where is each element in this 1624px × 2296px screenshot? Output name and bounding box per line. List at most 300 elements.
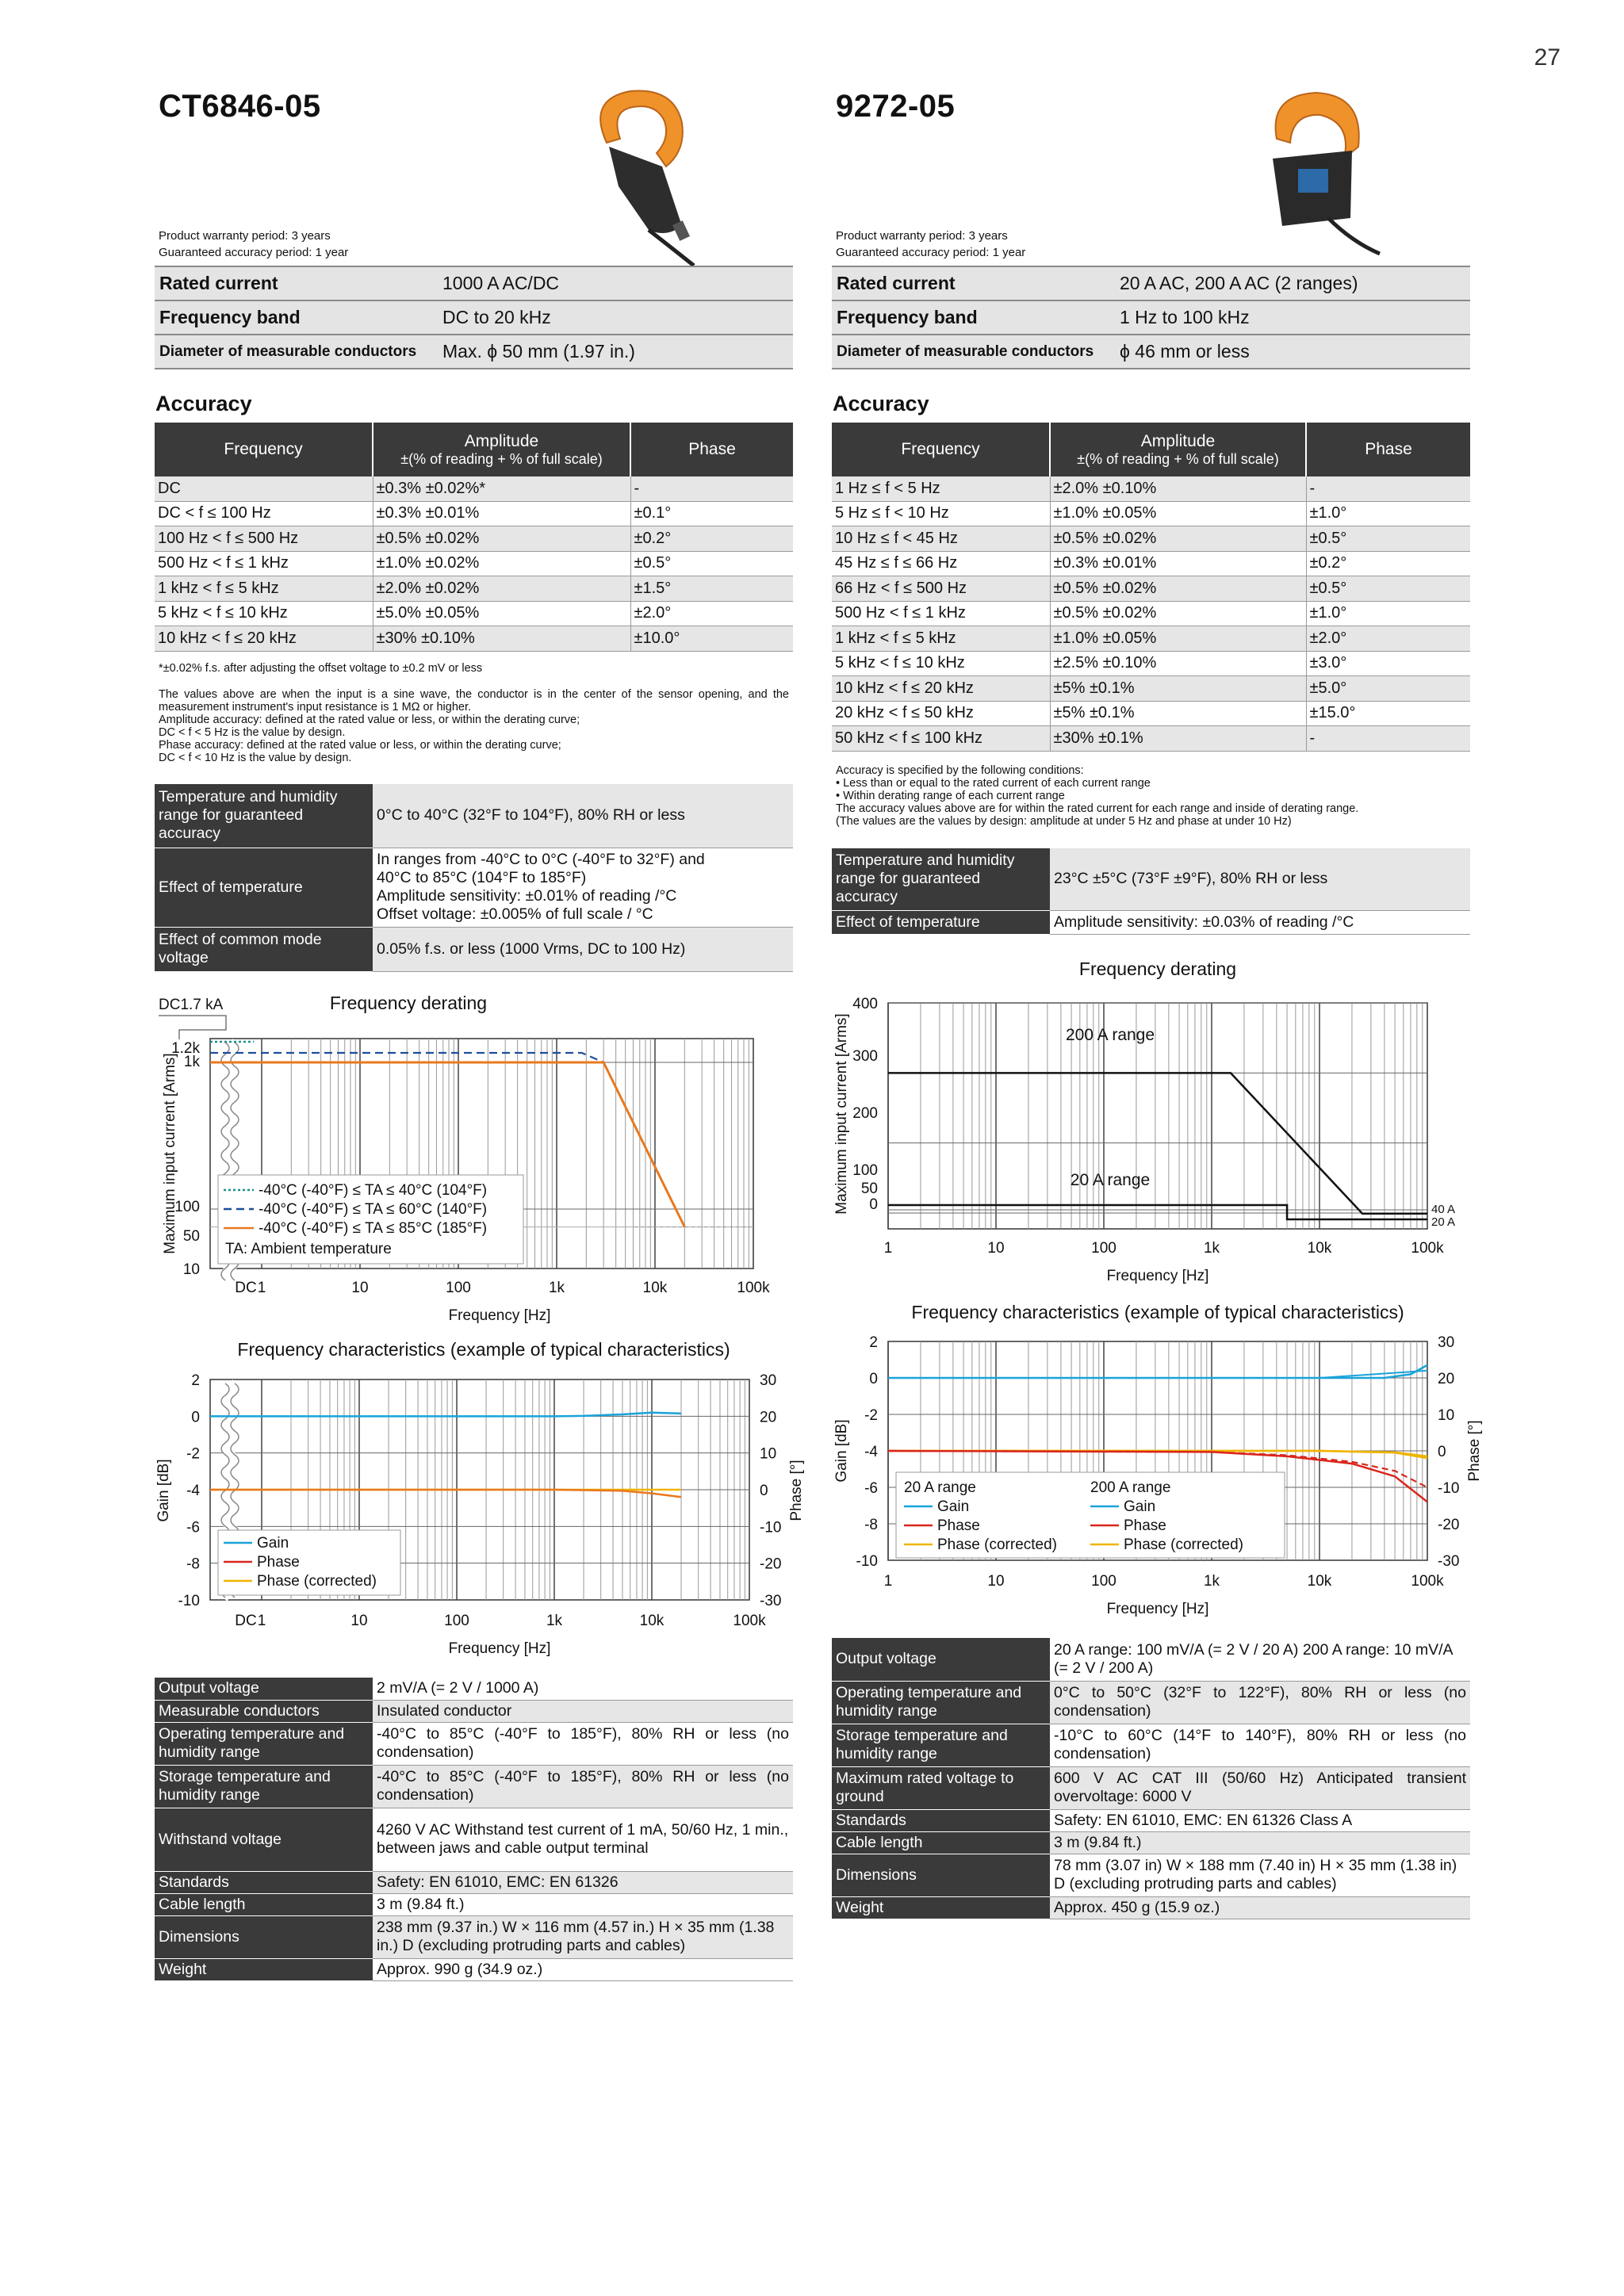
table-row [832,626,1470,652]
y-tick-label: -6 [864,1480,878,1497]
table-row [155,501,793,526]
table-row [155,266,793,300]
condition-value: 0.05% f.s. or less (1000 Vrms, DC to 100 Hz) [373,927,793,971]
x-tick-label: 10k [642,1280,668,1296]
table-row [155,927,793,971]
annotation-label: 40 A [1431,1203,1456,1216]
frequency-characteristics-chart-left [151,1332,817,1665]
table-cell: ±30% ±0.10% [373,626,630,652]
accuracy-footnote-left: *±0.02% f.s. after adjusting the offset voltage to ±0.2 mV or less [159,662,483,675]
legend-label: Phase [257,1554,300,1571]
note-line: Phase accuracy: defined at the rated value or less, or within the derating curve; [159,739,561,752]
x-axis-label: Frequency [Hz] [1106,1601,1209,1617]
column-header [373,423,630,476]
table-cell: ±5.0% ±0.05% [373,601,630,626]
spec-label: Output voltage [832,1638,1050,1681]
table-cell: 10 kHz < f ≤ 20 kHz [155,626,373,652]
y2-tick-label: -30 [1438,1553,1460,1570]
table-row [832,651,1470,676]
x-tick-label: 1 [257,1613,266,1629]
y-tick-label: 2 [191,1372,200,1389]
warranty-line: Guaranteed accuracy period: 1 year [836,246,1026,259]
table-row [832,701,1470,726]
legend-label: Gain [937,1498,970,1515]
note-line: • Less than or equal to the rated current of each current range [836,777,1151,790]
condition-line: Offset voltage: ±0.005% of full scale / °C [377,905,653,923]
spec-value: 3 m (9.84 ft.) [1050,1831,1470,1854]
table-cell: ±0.3% ±0.01% [1050,551,1306,576]
y2-tick-label: -20 [1438,1517,1460,1533]
y-axis-label: Maximum input current [Arms] [162,1053,178,1254]
spec-label: Operating temperature and humidity range [155,1722,373,1765]
legend-label: -40°C (-40°F) ≤ TA ≤ 85°C (185°F) [259,1220,488,1237]
table-row [155,551,793,576]
spec-label: Diameter of measurable conductors [832,335,1115,369]
spec-value: 1 Hz to 100 kHz [1115,300,1470,335]
legend-label: Gain [257,1535,289,1552]
spec-label: Rated current [832,266,1115,300]
spec-value: 238 mm (9.37 in.) W × 116 mm (4.57 in.) H × 35 mm (1.38 in.) D (excluding protruding parts and cables) [373,1915,793,1958]
spec-value: Insulated conductor [373,1700,793,1722]
x-tick-label: 10 [987,1573,1005,1590]
y2-tick-label: -10 [1438,1480,1460,1497]
x-tick-label: 1 [883,1240,893,1257]
x-tick-label: 100k [1411,1240,1444,1257]
y2-tick-label: 30 [760,1372,777,1389]
table-cell: ±0.5% ±0.02% [1050,601,1306,626]
table-cell: ±0.2° [630,526,793,552]
spec-label: Cable length [155,1893,373,1915]
table-cell: 20 kHz < f ≤ 50 kHz [832,701,1050,726]
table-row [155,1765,793,1808]
x-tick-label: 100 [1091,1573,1116,1590]
table-row [155,626,793,652]
spec-label: Cable length [832,1831,1050,1854]
spec-label: Weight [832,1896,1050,1919]
y-tick-label: 1k [183,1054,200,1070]
spec-value: 600 V AC CAT III (50/60 Hz) Anticipated transient overvoltage: 6000 V [1050,1766,1470,1809]
spec-value: Safety: EN 61010, EMC: EN 61326 [373,1871,793,1893]
table-row [155,784,793,848]
x-tick-label: DC [235,1280,257,1296]
table-cell: 66 Hz < f ≤ 500 Hz [832,576,1050,602]
spec-label: Withstand voltage [155,1808,373,1871]
table-cell: ±1.0% ±0.05% [1050,626,1306,652]
table-cell: - [630,476,793,501]
frequency-derating-chart-right [829,951,1479,1292]
legend-label: Phase [937,1517,980,1534]
x-axis-label: Frequency [Hz] [448,1640,551,1657]
table-row [155,1958,793,1980]
key-spec-table-right [832,266,1470,369]
conditions-table-left [155,784,793,972]
spec-value: -10°C to 60°C (14°F to 140°F), 80% RH or less (no condensation) [1050,1724,1470,1766]
spec-value: 3 m (9.84 ft.) [373,1893,793,1915]
y-tick-label: 50 [182,1228,200,1245]
table-cell: 1 kHz < f ≤ 5 kHz [832,626,1050,652]
page-number: 27 [1534,44,1561,71]
y-tick-label: -4 [864,1444,878,1460]
spec-label: Storage temperature and humidity range [832,1724,1050,1766]
y-tick-label: -4 [186,1483,200,1499]
warranty-text-right [836,228,1025,261]
table-cell: ±2.5% ±0.10% [1050,651,1306,676]
accuracy-table-left [155,423,793,652]
y-tick-label: -6 [186,1519,200,1536]
accuracy-notes-right [836,764,1470,828]
chart-title: Frequency derating [1078,959,1237,979]
table-cell: ±30% ±0.1% [1050,726,1306,752]
spec-label: Dimensions [832,1854,1050,1896]
x-tick-label: 1k [1203,1573,1220,1590]
condition-value: 23°C ±5°C (73°F ±9°F), 80% RH or less [1050,848,1470,910]
y2-tick-label: -10 [760,1519,782,1536]
accuracy-body-right [832,476,1470,751]
y2-tick-label: 10 [760,1445,777,1463]
y2-tick-label: -20 [760,1556,782,1573]
legend-label: TA: Ambient temperature [225,1241,392,1257]
y2-tick-label: 10 [1438,1407,1455,1424]
table-row [832,1724,1470,1766]
y-tick-label: 10 [182,1261,200,1278]
table-cell: ±10.0° [630,626,793,652]
table-cell: ±2.0% ±0.10% [1050,476,1306,501]
table-row [155,335,793,369]
y-tick-label: 100 [174,1199,200,1215]
accuracy-heading-right: Accuracy [833,392,929,415]
x-axis-label: Frequency [Hz] [1106,1268,1209,1284]
condition-line: In ranges from -40°C to 0°C (-40°F to 32°F) and [377,851,705,868]
table-row [155,526,793,552]
spec-value: 2 mV/A (= 2 V / 1000 A) [373,1678,793,1700]
table-row [832,601,1470,626]
chart-title: Frequency derating [329,993,488,1013]
table-cell: ±5% ±0.1% [1050,676,1306,702]
legend-label: -40°C (-40°F) ≤ TA ≤ 40°C (104°F) [259,1182,488,1199]
note-line: Amplitude accuracy: defined at the rated value or less, or within the derating curve; [159,714,580,726]
warranty-line: Product warranty period: 3 years [836,229,1008,243]
x-tick-label: 100 [444,1613,469,1629]
note-line: The accuracy values above are for within the rated current for each range and inside of derating range. [836,802,1359,815]
table-cell: DC < f ≤ 100 Hz [155,501,373,526]
y-tick-label: 0 [869,1371,878,1387]
legend-group-label: 200 A range [1090,1479,1171,1496]
y-tick-label: 2 [869,1334,878,1351]
y-tick-label: 300 [852,1048,878,1065]
table-cell: ±0.3% ±0.02%* [373,476,630,501]
x-tick-label: DC [235,1613,257,1629]
x-tick-label: 10 [987,1240,1005,1257]
table-cell: ±5.0° [1306,676,1470,702]
table-cell: 50 kHz < f ≤ 100 kHz [832,726,1050,752]
table-row [832,576,1470,602]
table-row [832,501,1470,526]
column-header: Frequency [155,423,373,476]
spec-value: 78 mm (3.07 in) W × 188 mm (7.40 in) H × 35 mm (1.38 in) D (excluding protruding parts and cables) [1050,1854,1470,1896]
table-row [155,1893,793,1915]
chart-title: Frequency characteristics (example of typical characteristics) [911,1302,1404,1322]
column-header: Frequency [832,423,1050,476]
table-cell: 1 kHz < f ≤ 5 kHz [155,576,373,602]
spec-value: Approx. 450 g (15.9 oz.) [1050,1896,1470,1919]
table-cell: ±0.5% ±0.02% [373,526,630,552]
product-model-right: 9272-05 [836,89,956,124]
table-cell: 5 kHz < f ≤ 10 kHz [155,601,373,626]
table-cell: ±0.5° [1306,576,1470,602]
spec-value: Max. ϕ 50 mm (1.97 in.) [438,335,793,369]
table-cell: ±1.0° [1306,601,1470,626]
table-cell: ±0.5% ±0.02% [1050,526,1306,552]
table-cell: 10 Hz ≤ f < 45 Hz [832,526,1050,552]
table-cell: ±2.0% ±0.02% [373,576,630,602]
legend-label: Phase (corrected) [1124,1536,1244,1553]
spec-label: Frequency band [832,300,1115,335]
column-header: Phase [630,423,793,476]
spec-label: Output voltage [155,1678,373,1700]
table-cell: 500 Hz < f ≤ 1 kHz [155,551,373,576]
y-axis-label: Maximum input current [Arms] [833,1013,850,1215]
warranty-line: Product warranty period: 3 years [159,229,331,243]
spec-label: Measurable conductors [155,1700,373,1722]
note-line: DC < f < 5 Hz is the value by design. [159,726,346,739]
x-axis-label: Frequency [Hz] [448,1307,551,1324]
y2-tick-label: 30 [1438,1334,1455,1351]
spec-value: -40°C to 85°C (-40°F to 185°F), 80% RH or less (no condensation) [373,1722,793,1765]
table-cell: 5 Hz ≤ f < 10 Hz [832,501,1050,526]
spec-value: 4260 V AC Withstand test current of 1 mA, 50/60 Hz, 1 min., between jaws and cable output terminal [373,1808,793,1871]
table-cell: 500 Hz < f ≤ 1 kHz [832,601,1050,626]
table-row [832,848,1470,910]
spec-label: Weight [155,1958,373,1980]
y-tick-label: -8 [864,1517,878,1533]
note-line: • Within derating range of each current range [836,790,1065,802]
note-line: (The values are the values by design: amplitude at under 5 Hz and phase at under 10 Hz) [836,815,1292,828]
table-header [832,423,1470,476]
legend-label: Phase [1124,1517,1166,1534]
y2-axis-label: Phase [°] [1466,1420,1483,1482]
spec-label: Rated current [155,266,438,300]
warranty-line: Guaranteed accuracy period: 1 year [159,246,349,259]
plot-area [888,1003,1427,1229]
condition-line: 40°C to 85°C (104°F to 185°F) [377,869,587,886]
condition-value: Amplitude sensitivity: ±0.03% of reading /°C [1050,910,1470,934]
table-cell: 10 kHz < f ≤ 20 kHz [832,676,1050,702]
table-row [832,1854,1470,1896]
x-tick-label: 100k [733,1613,766,1629]
y-tick-label: 100 [852,1162,878,1179]
table-cell: 5 kHz < f ≤ 10 kHz [832,651,1050,676]
spec-label: Operating temperature and humidity range [832,1681,1050,1724]
annotation-bracket [159,1016,226,1039]
y-tick-label: 200 [852,1105,878,1122]
note-line: Accuracy is specified by the following conditions: [836,764,1084,777]
table-row [832,300,1470,335]
y-tick-label: -2 [186,1445,200,1463]
table-row [832,551,1470,576]
condition-label: Effect of temperature [832,910,1050,934]
spec-label: Standards [832,1809,1050,1831]
y-tick-label: 1.2k [171,1040,200,1057]
table-cell: 100 Hz < f ≤ 500 Hz [155,526,373,552]
x-tick-label: 10 [351,1280,369,1296]
amplitude-subheader: ±(% of reading + % of full scale) [1077,450,1279,467]
x-tick-label: 100k [1411,1573,1444,1590]
legend-group-label: 20 A range [904,1479,976,1496]
amplitude-header: Amplitude [464,431,539,450]
legend-label: -40°C (-40°F) ≤ TA ≤ 60°C (140°F) [259,1201,488,1218]
table-row [155,1722,793,1765]
table-row [832,266,1470,300]
y-tick-label: 400 [852,996,878,1012]
amplitude-header: Amplitude [1140,431,1216,450]
annotation-label: 20 A range [1070,1171,1151,1189]
product-image-left [555,67,730,258]
spec-value: 20 A AC, 200 A AC (2 ranges) [1115,266,1470,300]
conditions-table-right [832,848,1470,935]
spec-label: Frequency band [155,300,438,335]
table-row [832,1638,1470,1681]
table-row [832,676,1470,702]
spec-label: Dimensions [155,1915,373,1958]
table-cell: ±1.0% ±0.05% [1050,501,1306,526]
table-row [832,1766,1470,1809]
spec-value: Approx. 990 g (34.9 oz.) [373,1958,793,1980]
table-cell: - [1306,476,1470,501]
x-tick-label: 100 [1091,1240,1116,1257]
accuracy-table-right [832,423,1470,752]
table-cell: ±0.3% ±0.01% [373,501,630,526]
column-header: Phase [1306,423,1470,476]
frequency-characteristics-chart-right [829,1296,1483,1629]
condition-label: Temperature and humidity range for guaranteed accuracy [155,784,373,848]
table-row [832,726,1470,752]
x-tick-label: 100 [446,1280,471,1296]
spec-label: Storage temperature and humidity range [155,1765,373,1808]
table-row [832,910,1470,934]
warranty-text-left [159,228,348,261]
accuracy-notes-left [159,688,789,764]
table-cell: ±3.0° [1306,651,1470,676]
table-row [155,601,793,626]
table-row [155,576,793,602]
spec-table-left [155,1678,793,1981]
product-model-left: CT6846-05 [159,89,321,124]
amplitude-subheader: ±(% of reading + % of full scale) [400,450,603,467]
x-tick-label: 10k [1307,1240,1332,1257]
table-row [155,300,793,335]
table-cell: ±2.0° [630,601,793,626]
table-row [832,1831,1470,1854]
table-cell: 1 Hz ≤ f < 5 Hz [832,476,1050,501]
condition-value: 0°C to 40°C (32°F to 104°F), 80% RH or less [373,784,793,848]
annotation-label: 20 A [1431,1215,1456,1229]
frequency-derating-chart-left [151,987,769,1328]
legend-label: Phase (corrected) [937,1536,1058,1553]
y2-tick-label: 0 [1438,1444,1446,1460]
spec-value: 20 A range: 100 mV/A (= 2 V / 20 A) 200 A range: 10 mV/A (= 2 V / 200 A) [1050,1638,1470,1681]
annotation-label: DC1.7 kA [159,997,224,1013]
legend-label: Phase (corrected) [257,1573,377,1590]
spec-value: 0°C to 50°C (32°F to 122°F), 80% RH or less (no condensation) [1050,1681,1470,1724]
legend-label: Gain [1124,1498,1156,1515]
table-row [832,476,1470,501]
table-cell: ±2.0° [1306,626,1470,652]
x-tick-label: 1 [883,1573,893,1590]
spec-value: -40°C to 85°C (-40°F to 185°F), 80% RH or less (no condensation) [373,1765,793,1808]
table-cell: ±0.5% ±0.02% [1050,576,1306,602]
spec-label: Maximum rated voltage to ground [832,1766,1050,1809]
table-row [832,1809,1470,1831]
spec-value: DC to 20 kHz [438,300,793,335]
y-tick-label: 0 [869,1196,878,1213]
table-cell: ±1.5° [630,576,793,602]
y2-tick-label: 20 [1438,1371,1455,1387]
accuracy-heading-left: Accuracy [155,392,252,415]
y-tick-label: 50 [860,1181,878,1197]
y-tick-label: -10 [856,1553,878,1570]
y2-tick-label: 20 [760,1409,777,1426]
spec-value: ϕ 46 mm or less [1115,335,1470,369]
condition-value [373,848,793,927]
table-row [155,848,793,927]
x-tick-label: 1k [1203,1240,1220,1257]
table-row [832,526,1470,552]
x-tick-label: 1k [548,1280,565,1296]
y2-tick-label: -30 [760,1593,782,1609]
condition-label: Temperature and humidity range for guaranteed accuracy [832,848,1050,910]
spec-value: Safety: EN 61010, EMC: EN 61326 Class A [1050,1809,1470,1831]
y-axis-label: Gain [dB] [833,1419,850,1483]
table-row [155,476,793,501]
note-line: The values above are when the input is a sine wave, the conductor is in the center of the sensor opening, and the measurement instrument's input resistance is 1 MΩ or higher. [159,688,789,714]
table-cell: ±1.0° [1306,501,1470,526]
key-spec-table-left [155,266,793,369]
table-row [155,1915,793,1958]
table-cell: ±0.1° [630,501,793,526]
table-row [832,1681,1470,1724]
table-row [155,1871,793,1893]
condition-label: Effect of temperature [155,848,373,927]
condition-label: Effect of common mode voltage [155,927,373,971]
table-row [155,1678,793,1700]
annotation-label: 200 A range [1065,1026,1155,1044]
chart-title: Frequency characteristics (example of typical characteristics) [237,1339,730,1360]
table-cell: - [1306,726,1470,752]
table-cell: ±0.5° [630,551,793,576]
table-cell: DC [155,476,373,501]
table-cell: ±1.0% ±0.02% [373,551,630,576]
y-tick-label: -8 [186,1556,200,1573]
y-tick-label: -2 [864,1407,878,1424]
spec-label: Diameter of measurable conductors [155,335,438,369]
table-cell: 45 Hz ≤ f ≤ 66 Hz [832,551,1050,576]
table-row [832,1896,1470,1919]
product-image-right [1233,83,1408,262]
accuracy-body-left [155,476,793,651]
x-tick-label: 1k [546,1613,563,1629]
note-line: DC < f < 10 Hz is the value by design. [159,752,352,764]
x-tick-label: 100k [737,1280,770,1296]
spec-value: 1000 A AC/DC [438,266,793,300]
x-tick-label: 10k [639,1613,665,1629]
x-tick-label: 1 [257,1280,266,1296]
table-row [155,1808,793,1871]
table-cell: ±0.2° [1306,551,1470,576]
column-header [1050,423,1306,476]
x-tick-label: 10 [350,1613,368,1629]
y2-axis-label: Phase [°] [788,1460,805,1521]
table-cell: ±15.0° [1306,701,1470,726]
